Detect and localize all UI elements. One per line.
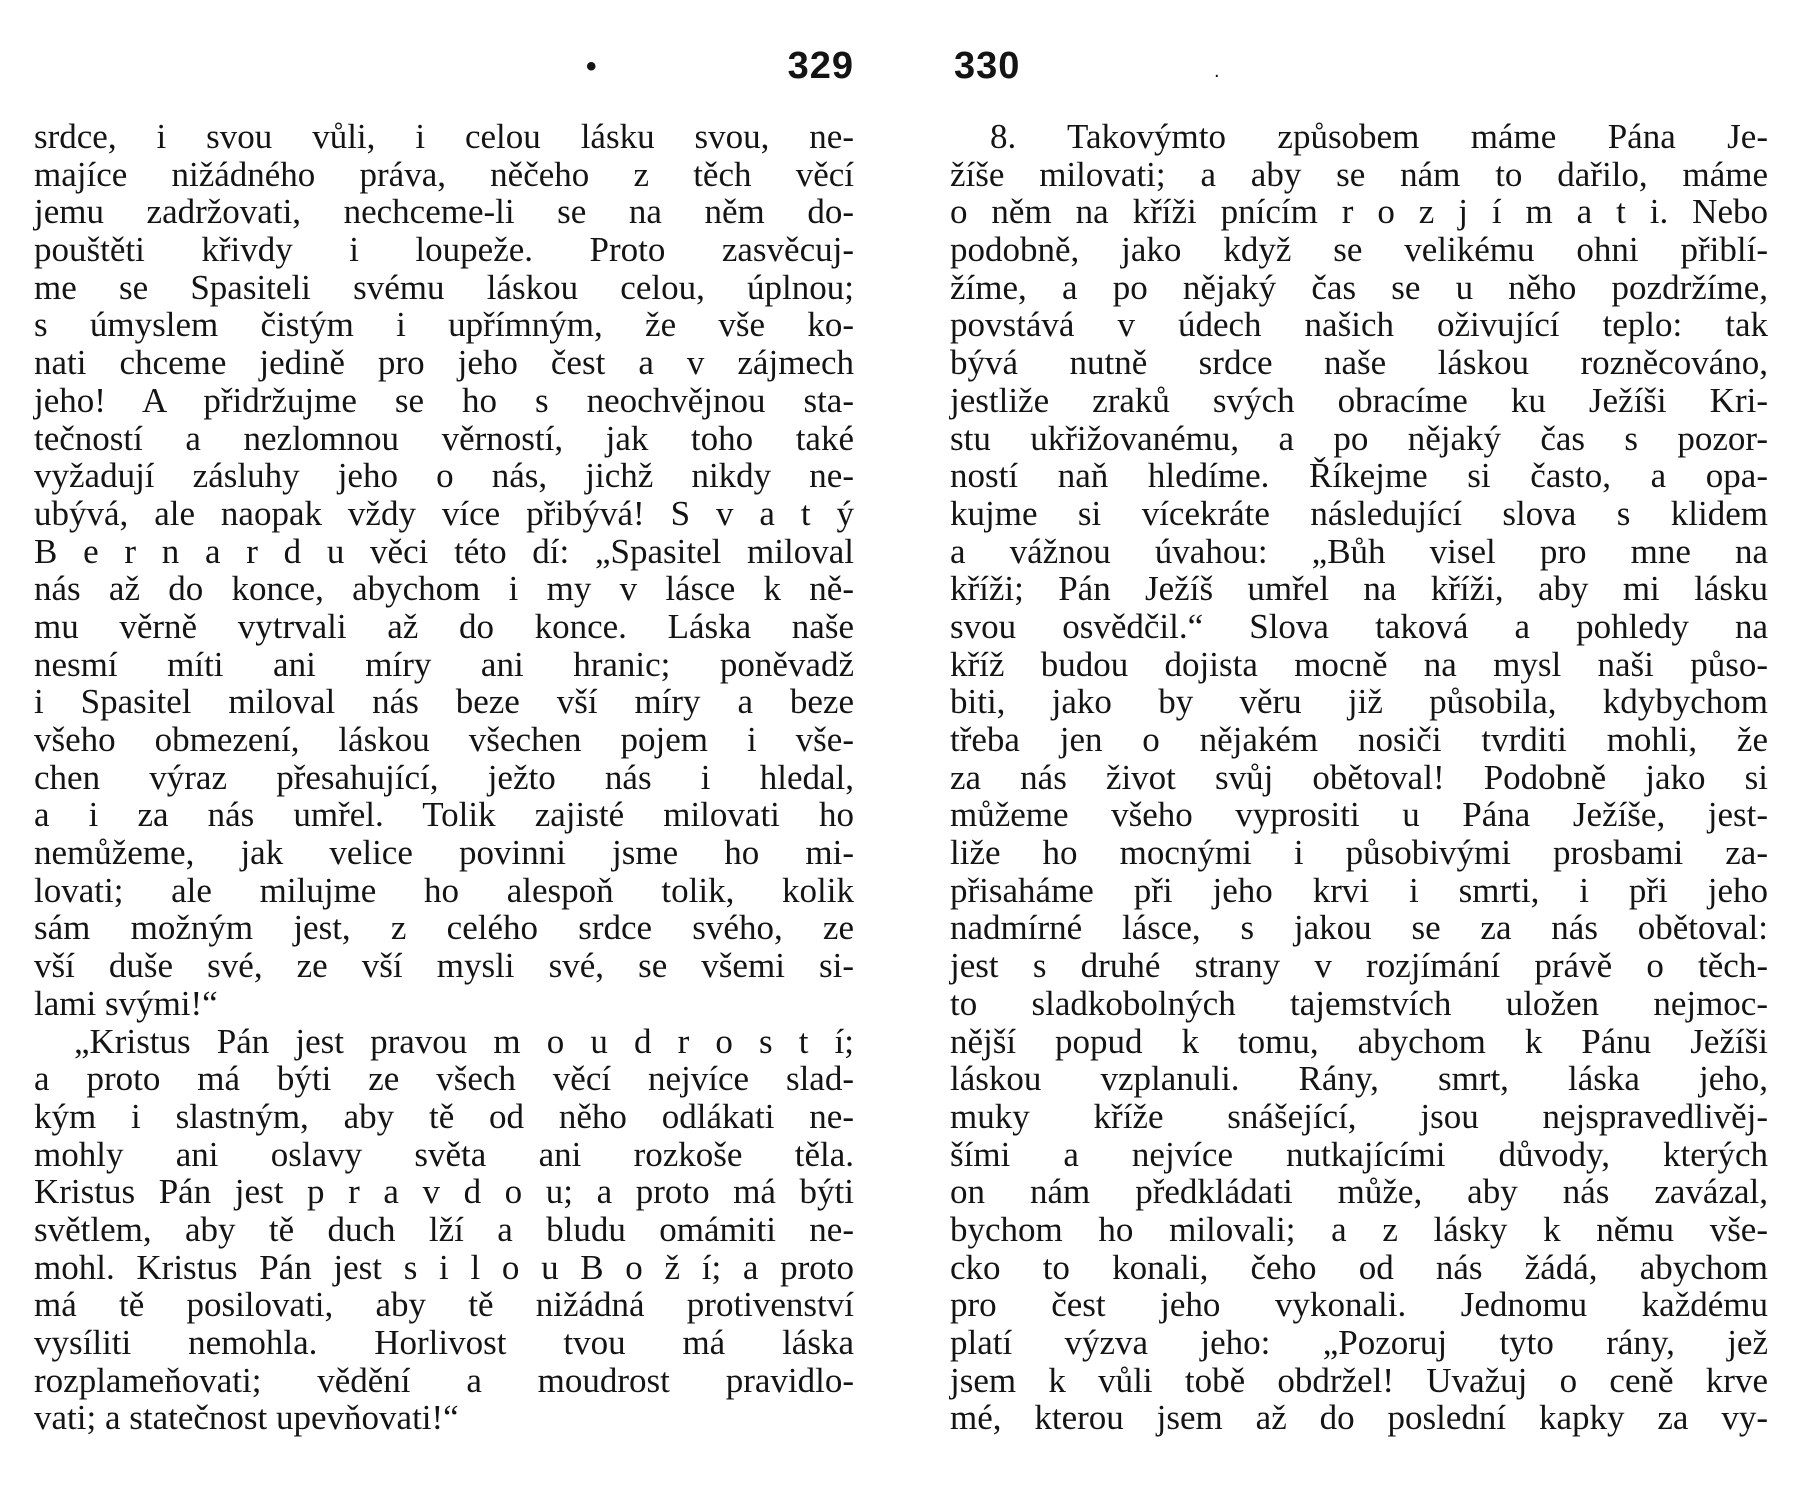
- text-line: vyžadují zásluhy jeho o nás, jichž nikdy ne-: [34, 456, 854, 496]
- page-mark-dot: •: [586, 50, 597, 83]
- text-line: pouštěti křivdy i loupeže. Proto zasvěcuj-: [34, 230, 854, 270]
- text-line: bychom ho milovali; a z lásky k němu vše-: [950, 1209, 1768, 1249]
- text-line: má tě posilovati, aby tě nižádná protivenství: [34, 1285, 854, 1325]
- text-line: žíme, a po nějaký čas se u něho pozdržíme,: [950, 267, 1768, 307]
- text-line: a vážnou úvahou: „Bůh visel pro mne na: [950, 531, 1768, 571]
- text-line: svou osvědčil.“ Slova taková a pohledy na: [950, 606, 1768, 646]
- text-line: jemu zadržovati, nechceme-li se na něm do-: [34, 192, 854, 232]
- text-line: s úmyslem čistým i upřímným, že vše ko-: [34, 305, 854, 345]
- text-line: lovati; ale milujme ho alespoň tolik, kolik: [34, 870, 854, 910]
- text-line: vati; a statečnost upevňovati!“: [34, 1398, 459, 1438]
- text-line: nati chceme jedině pro jeho čest a v zájmech: [34, 343, 854, 383]
- text-line: nější popud k tomu, abychom k Pánu Ježíši: [950, 1021, 1768, 1061]
- text-line: mohly ani oslavy světa ani rozkoše těla.: [34, 1134, 854, 1174]
- text-line: „Kristus Pán jest pravou m o u d r o s t í;: [74, 1021, 854, 1061]
- text-line: o něm na kříži pnícím r o z j í m a t i. Nebo: [950, 192, 1768, 232]
- text-line: žíše milovati; a aby se nám to dařilo, máme: [950, 154, 1768, 194]
- text-line: kým i slastným, aby tě od něho odlákati ne-: [34, 1096, 854, 1136]
- text-line: to sladkobolných tajemstvích uložen nejmoc-: [950, 983, 1768, 1023]
- text-line: chen výraz přesahující, ježto nás i hledal,: [34, 757, 854, 797]
- text-line: bývá nutně srdce naše láskou rozněcováno,: [950, 343, 1768, 383]
- text-line: láskou vzplanuli. Rány, smrt, láska jeho,: [950, 1059, 1768, 1099]
- text-line: mé, kterou jsem až do poslední kapky za vy-: [950, 1398, 1768, 1438]
- text-line: jestliže zraků svých obracíme ku Ježíši Kri-: [950, 380, 1768, 420]
- text-line: všeho obmezení, láskou všechen pojem i vše-: [34, 720, 854, 759]
- text-line: platí výzva jeho: „Pozoruj tyto rány, jež: [950, 1323, 1768, 1362]
- text-line: pro čest jeho vykonali. Jednomu každému: [950, 1285, 1768, 1325]
- text-line: vysíliti nemohla. Horlivost tvou má láska: [34, 1323, 854, 1362]
- text-line: nadmírné lásce, s jakou se za nás obětoval:: [950, 908, 1768, 948]
- text-line: za nás život svůj obětoval! Podobně jako si: [950, 757, 1768, 797]
- text-line: srdce, i svou vůli, i celou lásku svou, ne-: [34, 117, 854, 156]
- text-line: cko to konali, čeho od nás žádá, abychom: [950, 1247, 1768, 1287]
- text-line: on nám předkládati může, aby nás zavázal,: [950, 1172, 1768, 1212]
- text-line: lami svými!“: [34, 983, 218, 1023]
- text-line: jsem k vůli tobě obdržel! Uvažuj o ceně krve: [950, 1360, 1768, 1400]
- text-line: 8. Takovýmto způsobem máme Pána Je-: [990, 117, 1768, 156]
- right-page: [950, 0, 1768, 1500]
- text-line: ubývá, ale naopak vždy více přibývá! S v a t ý: [34, 493, 854, 533]
- text-line: můžeme všeho vyprositi u Pána Ježíše, jest-: [950, 795, 1768, 835]
- text-line: nás až do konce, abychom i my v lásce k ně-: [34, 569, 854, 609]
- text-line: Kristus Pán jest p r a v d o u; a proto má býti: [34, 1172, 854, 1212]
- page-text: [950, 118, 1768, 1437]
- page-text: [34, 118, 854, 1437]
- text-line: třeba jen o nějakém nosiči tvrditi mohli, že: [950, 720, 1768, 759]
- page-mark-dot: .: [1214, 60, 1220, 82]
- text-line: vší duše své, ze vší mysli své, se všemi si-: [34, 946, 854, 986]
- text-line: majíce nižádného práva, něčeho z těch věcí: [34, 154, 854, 194]
- text-line: a i za nás umřel. Tolik zajisté milovati ho: [34, 795, 854, 835]
- text-line: šími a nejvíce nutkajícími důvody, kterých: [950, 1134, 1768, 1174]
- text-line: tečností a nezlomnou věrností, jak toho také: [34, 418, 854, 458]
- text-line: biti, jako by věru již působila, kdybychom: [950, 682, 1768, 722]
- text-line: B e r n a r d u věci této dí: „Spasitel miloval: [34, 531, 854, 571]
- text-line: mohl. Kristus Pán jest s i l o u B o ž í; a proto: [34, 1247, 854, 1287]
- text-line: světlem, aby tě duch lží a bludu omámiti ne-: [34, 1209, 854, 1249]
- text-line: povstává v údech našich oživující teplo: tak: [950, 305, 1768, 345]
- text-line: a proto má býti ze všech věcí nejvíce slad-: [34, 1059, 854, 1099]
- page-number: 330: [954, 45, 1021, 87]
- text-line: podobně, jako když se velikému ohni přiblí-: [950, 230, 1768, 270]
- text-line: sám možným jest, z celého srdce svého, ze: [34, 908, 854, 948]
- text-line: ností naň hledíme. Říkejme si často, a opa-: [950, 456, 1768, 496]
- text-line: kříž budou dojista mocně na mysl naši půso-: [950, 644, 1768, 684]
- left-page: [34, 0, 854, 1500]
- text-line: i Spasitel miloval nás beze vší míry a beze: [34, 682, 854, 722]
- text-line: kříži; Pán Ježíš umřel na kříži, aby mi lásku: [950, 569, 1768, 609]
- text-line: kujme si vícekráte následující slova s klidem: [950, 493, 1768, 533]
- text-line: jeho! A přidržujme se ho s neochvějnou sta-: [34, 380, 854, 420]
- text-line: liže ho mocnými i působivými prosbami za-: [950, 833, 1768, 873]
- text-line: muky kříže snášející, jsou nejspravedlivěj-: [950, 1096, 1768, 1136]
- text-line: přisaháme při jeho krvi i smrti, i při jeho: [950, 870, 1768, 910]
- text-line: nemůžeme, jak velice povinni jsme ho mi-: [34, 833, 854, 873]
- text-line: mu věrně vytrvali až do konce. Láska naše: [34, 606, 854, 646]
- page-number: 329: [787, 45, 854, 87]
- text-line: me se Spasiteli svému láskou celou, úplnou;: [34, 267, 854, 307]
- text-line: rozplameňovati; vědění a moudrost pravidlo-: [34, 1360, 854, 1400]
- text-line: nesmí míti ani míry ani hranic; poněvadž: [34, 644, 854, 684]
- text-line: jest s druhé strany v rozjímání právě o těch-: [950, 946, 1768, 986]
- text-line: stu ukřižovanému, a po nějaký čas s pozor-: [950, 418, 1768, 458]
